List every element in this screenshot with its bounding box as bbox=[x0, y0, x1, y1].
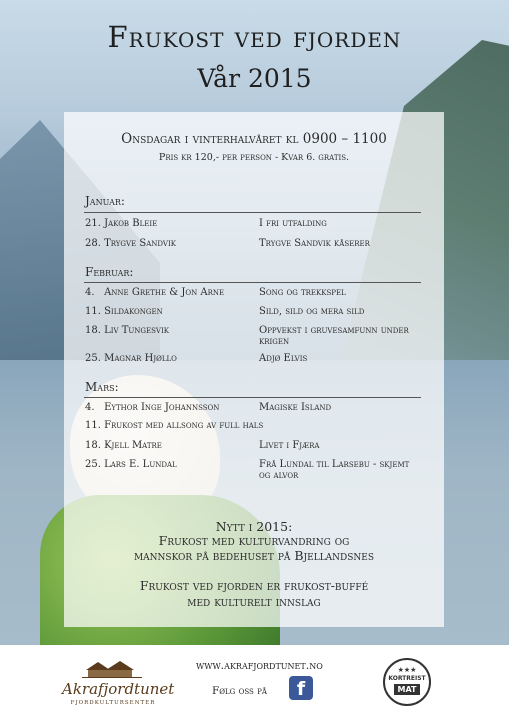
follow-label: Følg oss på bbox=[212, 685, 267, 697]
program-topic: Oppvekst i gruvesamfunn under krigen bbox=[259, 325, 409, 347]
divider bbox=[84, 212, 421, 213]
schedule-line: Onsdagar i vinterhalvåret kl 0900 – 1100 bbox=[121, 131, 387, 147]
program-speaker: 11. Frukost med allsong av full hals bbox=[85, 420, 264, 431]
program-topic: Song og trekkspel bbox=[259, 287, 346, 298]
poster-title: Frukost ved fjorden bbox=[107, 20, 402, 54]
kortreist-mat-badge bbox=[383, 658, 431, 706]
program-topic: Frå Lundal til Larsebu - skjemt og alvor bbox=[259, 459, 410, 481]
footer bbox=[0, 645, 509, 720]
poster-subtitle: Vår 2015 bbox=[197, 64, 312, 93]
divider bbox=[84, 397, 421, 398]
program-topic: Trygve Sandvik kåserer bbox=[259, 238, 370, 249]
news-text: mannskor på bedehuset på Bjellandsnes bbox=[133, 548, 375, 563]
price-line: Pris kr 120,- per person - Kvar 6. gratis. bbox=[158, 152, 350, 163]
program-topic: Adjø Elvis bbox=[259, 353, 308, 364]
news-heading: Nytt i 2015: bbox=[215, 519, 293, 534]
month-februar: Februar: bbox=[85, 265, 134, 279]
facebook-icon[interactable]: f bbox=[289, 676, 313, 700]
program-speaker: 21. Jakob Bleie bbox=[85, 218, 158, 229]
badge-stars: ★★★ bbox=[397, 666, 417, 674]
badge-text-top: KORTREIST bbox=[388, 675, 426, 682]
logo-name: Akrafjordtunet bbox=[62, 680, 175, 698]
logo-subtitle: FJORDKULTURSENTER bbox=[70, 700, 156, 706]
buffet-text: med kulturelt innslag bbox=[187, 594, 321, 609]
news-text: Frukost med kulturvandring og bbox=[158, 533, 350, 548]
program-speaker: 18. Liv Tungesvik bbox=[85, 325, 169, 336]
badge-text-bottom: MAT bbox=[394, 684, 420, 695]
website-link[interactable]: www.akrafjordtunet.no bbox=[196, 659, 323, 672]
program-topic: I fri utfalding bbox=[259, 218, 327, 229]
month-januar: Januar: bbox=[85, 194, 125, 208]
program-speaker: 18. Kjell Matre bbox=[85, 440, 162, 451]
program-speaker: 25. Lars E. Lundal bbox=[85, 459, 177, 470]
month-mars: Mars: bbox=[85, 380, 119, 394]
house-icon bbox=[82, 660, 142, 678]
program-speaker: 25. Magnar Hjøllo bbox=[85, 353, 177, 364]
divider bbox=[84, 282, 421, 283]
program-topic: Magiske Island bbox=[259, 402, 332, 413]
buffet-text: Frukost ved fjorden er frukost-buffé bbox=[139, 578, 369, 593]
program-topic: Sild, sild og mera sild bbox=[259, 306, 365, 317]
program-speaker: 4. Anne Grethe & Jon Arne bbox=[85, 287, 225, 298]
program-speaker: 28. Trygve Sandvik bbox=[85, 238, 176, 249]
program-topic: Livet i Fjæra bbox=[259, 440, 320, 451]
program-speaker: 11. Sildakongen bbox=[85, 306, 163, 317]
program-speaker: 4. Eythor Inge Johannsson bbox=[85, 402, 220, 413]
akrafjordtunet-logo[interactable] bbox=[62, 660, 175, 712]
